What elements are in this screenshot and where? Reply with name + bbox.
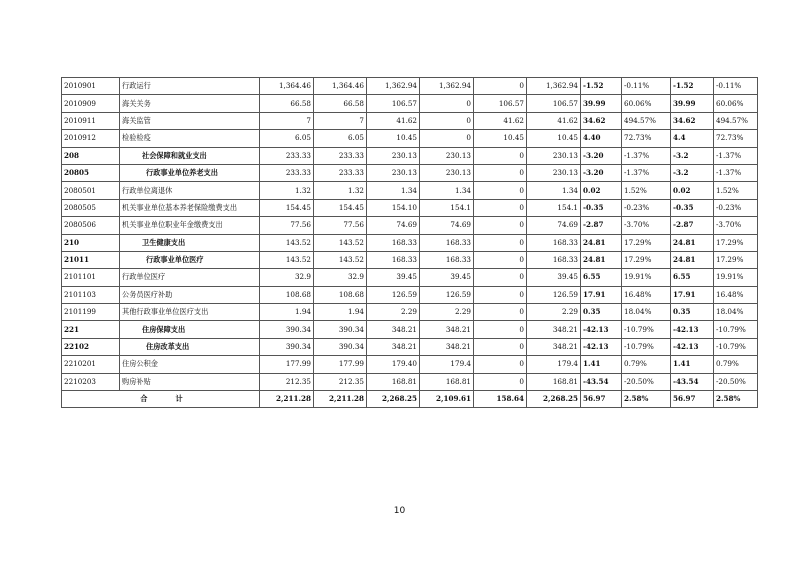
cell-value: 108.68	[260, 286, 314, 303]
table-row	[62, 234, 758, 251]
table-row	[62, 356, 758, 373]
row-code: 2101199	[62, 304, 120, 321]
total-cell: 2,268.25	[367, 391, 420, 408]
table-row	[62, 78, 758, 95]
cell-value: 212.35	[260, 373, 314, 390]
cell-percent: -3.70%	[714, 217, 758, 234]
cell-diff: -42.13	[671, 338, 714, 355]
cell-value: 6.05	[260, 130, 314, 147]
total-cell: 158.64	[474, 391, 527, 408]
cell-value: 74.69	[527, 217, 581, 234]
cell-value: 66.58	[260, 95, 314, 112]
cell-diff: 0.02	[581, 182, 622, 199]
cell-value: 230.13	[367, 164, 420, 181]
cell-value: 168.81	[367, 373, 420, 390]
cell-value: 154.45	[260, 199, 314, 216]
cell-diff: -3.2	[671, 147, 714, 164]
cell-value: 154.10	[367, 199, 420, 216]
cell-value: 2.29	[420, 304, 474, 321]
cell-value: 66.58	[314, 95, 367, 112]
cell-value: 39.45	[420, 269, 474, 286]
cell-value: 0	[420, 95, 474, 112]
cell-value: 0	[474, 304, 527, 321]
table-row	[62, 338, 758, 355]
cell-percent: 19.91%	[714, 269, 758, 286]
cell-percent: 17.29%	[714, 234, 758, 251]
cell-value: 77.56	[260, 217, 314, 234]
row-name: 行政运行	[120, 78, 260, 95]
cell-percent: -0.11%	[714, 78, 758, 95]
row-code: 22102	[62, 338, 120, 355]
cell-value: 233.33	[314, 164, 367, 181]
total-cell: 2,268.25	[527, 391, 581, 408]
row-name: 行政事业单位养老支出	[120, 164, 260, 181]
cell-diff: -42.13	[581, 338, 622, 355]
cell-value: 230.13	[367, 147, 420, 164]
table-row	[62, 321, 758, 338]
cell-value: 0	[474, 234, 527, 251]
cell-value: 0	[474, 164, 527, 181]
cell-diff: -2.87	[581, 217, 622, 234]
row-name: 购房补贴	[120, 373, 260, 390]
table-row	[62, 112, 758, 129]
row-code: 20805	[62, 164, 120, 181]
cell-value: 233.33	[260, 164, 314, 181]
row-code: 2080501	[62, 182, 120, 199]
cell-percent: 494.57%	[714, 112, 758, 129]
cell-value: 126.59	[420, 286, 474, 303]
cell-value: 0	[474, 78, 527, 95]
cell-value: 390.34	[260, 338, 314, 355]
cell-value: 179.40	[367, 356, 420, 373]
cell-percent: -0.11%	[622, 78, 671, 95]
cell-value: 348.21	[367, 338, 420, 355]
cell-diff: -2.87	[671, 217, 714, 234]
cell-percent: 19.91%	[622, 269, 671, 286]
cell-percent: -0.23%	[714, 199, 758, 216]
row-name: 行政单位医疗	[120, 269, 260, 286]
cell-diff: 17.91	[581, 286, 622, 303]
cell-value: 10.45	[527, 130, 581, 147]
cell-percent: 17.29%	[714, 251, 758, 268]
cell-percent: -1.37%	[714, 147, 758, 164]
cell-value: 10.45	[474, 130, 527, 147]
total-cell: 2,109.61	[420, 391, 474, 408]
cell-value: 168.33	[367, 251, 420, 268]
cell-diff: 24.81	[581, 234, 622, 251]
row-name: 海关关务	[120, 95, 260, 112]
cell-value: 41.62	[367, 112, 420, 129]
cell-value: 108.68	[314, 286, 367, 303]
cell-diff: -3.20	[581, 164, 622, 181]
cell-value: 233.33	[314, 147, 367, 164]
cell-percent: 0.79%	[714, 356, 758, 373]
row-name: 卫生健康支出	[120, 234, 260, 251]
cell-percent: -10.79%	[622, 321, 671, 338]
row-code: 2210201	[62, 356, 120, 373]
row-code: 208	[62, 147, 120, 164]
cell-value: 1.94	[260, 304, 314, 321]
cell-percent: -1.37%	[714, 164, 758, 181]
cell-percent: 72.73%	[714, 130, 758, 147]
cell-value: 1,362.94	[367, 78, 420, 95]
cell-value: 1.34	[527, 182, 581, 199]
total-cell: 56.97	[581, 391, 622, 408]
cell-value: 1.34	[420, 182, 474, 199]
table-row	[62, 269, 758, 286]
cell-percent: -0.23%	[622, 199, 671, 216]
cell-value: 10.45	[367, 130, 420, 147]
cell-diff: 34.62	[671, 112, 714, 129]
row-name: 行政事业单位医疗	[120, 251, 260, 268]
cell-value: 154.1	[527, 199, 581, 216]
cell-diff: 0.35	[671, 304, 714, 321]
cell-percent: 16.48%	[714, 286, 758, 303]
cell-diff: 1.41	[671, 356, 714, 373]
cell-value: 168.33	[527, 251, 581, 268]
cell-value: 233.33	[260, 147, 314, 164]
cell-percent: 1.52%	[714, 182, 758, 199]
cell-percent: 494.57%	[622, 112, 671, 129]
total-cell: 2.58%	[714, 391, 758, 408]
cell-diff: -43.54	[671, 373, 714, 390]
cell-diff: -0.35	[581, 199, 622, 216]
cell-value: 1.32	[260, 182, 314, 199]
table-row	[62, 304, 758, 321]
cell-value: 1,364.46	[314, 78, 367, 95]
cell-value: 168.33	[527, 234, 581, 251]
cell-value: 230.13	[527, 164, 581, 181]
cell-value: 1.94	[314, 304, 367, 321]
budget-table	[61, 77, 758, 408]
cell-value: 32.9	[260, 269, 314, 286]
cell-percent: -10.79%	[714, 338, 758, 355]
row-code: 21011	[62, 251, 120, 268]
total-cell: 2.58%	[622, 391, 671, 408]
cell-diff: -1.52	[581, 78, 622, 95]
row-code: 2210203	[62, 373, 120, 390]
cell-value: 41.62	[474, 112, 527, 129]
cell-percent: 72.73%	[622, 130, 671, 147]
cell-value: 1,362.94	[527, 78, 581, 95]
cell-value: 126.59	[527, 286, 581, 303]
cell-value: 230.13	[527, 147, 581, 164]
row-name: 其他行政事业单位医疗支出	[120, 304, 260, 321]
cell-value: 106.57	[527, 95, 581, 112]
row-code: 2101103	[62, 286, 120, 303]
cell-value: 154.45	[314, 199, 367, 216]
total-label: 合计	[62, 391, 260, 408]
cell-diff: -1.52	[671, 78, 714, 95]
cell-value: 126.59	[367, 286, 420, 303]
cell-value: 2.29	[367, 304, 420, 321]
cell-value: 1,364.46	[260, 78, 314, 95]
cell-value: 168.33	[420, 251, 474, 268]
total-cell: 2,211.28	[260, 391, 314, 408]
cell-percent: 17.29%	[622, 251, 671, 268]
table-row	[62, 95, 758, 112]
cell-value: 348.21	[420, 321, 474, 338]
cell-diff: 6.55	[671, 269, 714, 286]
cell-value: 106.57	[367, 95, 420, 112]
row-code: 210	[62, 234, 120, 251]
cell-percent: -1.37%	[622, 147, 671, 164]
cell-value: 177.99	[314, 356, 367, 373]
cell-value: 0	[474, 182, 527, 199]
cell-percent: 16.48%	[622, 286, 671, 303]
cell-value: 1,362.94	[420, 78, 474, 95]
row-code: 2080505	[62, 199, 120, 216]
row-name: 机关事业单位职业年金缴费支出	[120, 217, 260, 234]
cell-percent: 18.04%	[714, 304, 758, 321]
row-name: 检验检疫	[120, 130, 260, 147]
cell-value: 143.52	[260, 234, 314, 251]
cell-value: 168.81	[527, 373, 581, 390]
cell-value: 143.52	[314, 251, 367, 268]
cell-value: 179.4	[420, 356, 474, 373]
table-row	[62, 373, 758, 390]
total-row	[62, 391, 758, 408]
cell-value: 390.34	[260, 321, 314, 338]
total-cell: 2,211.28	[314, 391, 367, 408]
row-code: 2010911	[62, 112, 120, 129]
table-row	[62, 130, 758, 147]
cell-value: 41.62	[527, 112, 581, 129]
table-row	[62, 286, 758, 303]
cell-diff: 0.35	[581, 304, 622, 321]
cell-value: 39.45	[527, 269, 581, 286]
row-name: 机关事业单位基本养老保险缴费支出	[120, 199, 260, 216]
cell-diff: 39.99	[671, 95, 714, 112]
cell-diff: 1.41	[581, 356, 622, 373]
cell-diff: 24.81	[581, 251, 622, 268]
cell-value: 6.05	[314, 130, 367, 147]
row-name: 公务员医疗补助	[120, 286, 260, 303]
cell-value: 1.32	[314, 182, 367, 199]
cell-value: 390.34	[314, 321, 367, 338]
cell-value: 74.69	[420, 217, 474, 234]
cell-value: 348.21	[367, 321, 420, 338]
cell-value: 0	[474, 338, 527, 355]
cell-diff: 17.91	[671, 286, 714, 303]
cell-value: 212.35	[314, 373, 367, 390]
row-name: 住房公积金	[120, 356, 260, 373]
row-code: 2101101	[62, 269, 120, 286]
cell-value: 77.56	[314, 217, 367, 234]
cell-value: 39.45	[367, 269, 420, 286]
cell-percent: -10.79%	[622, 338, 671, 355]
cell-value: 1.34	[367, 182, 420, 199]
row-name: 海关监管	[120, 112, 260, 129]
cell-value: 0	[474, 199, 527, 216]
cell-diff: 39.99	[581, 95, 622, 112]
row-code: 2010912	[62, 130, 120, 147]
cell-percent: 0.79%	[622, 356, 671, 373]
row-code: 2010901	[62, 78, 120, 95]
cell-value: 0	[420, 130, 474, 147]
row-name: 行政单位离退休	[120, 182, 260, 199]
cell-value: 143.52	[260, 251, 314, 268]
table-row	[62, 251, 758, 268]
cell-value: 0	[474, 356, 527, 373]
row-name: 住房保障支出	[120, 321, 260, 338]
cell-value: 168.81	[420, 373, 474, 390]
table-body	[62, 78, 758, 408]
cell-value: 348.21	[420, 338, 474, 355]
page-number: 10	[393, 506, 406, 516]
cell-value: 106.57	[474, 95, 527, 112]
cell-value: 348.21	[527, 321, 581, 338]
row-name: 住房改革支出	[120, 338, 260, 355]
cell-diff: -42.13	[581, 321, 622, 338]
cell-value: 230.13	[420, 147, 474, 164]
table-row	[62, 147, 758, 164]
cell-percent: 60.06%	[622, 95, 671, 112]
row-code: 2080506	[62, 217, 120, 234]
cell-value: 154.1	[420, 199, 474, 216]
cell-percent: 60.06%	[714, 95, 758, 112]
cell-diff: -3.20	[581, 147, 622, 164]
cell-value: 0	[474, 217, 527, 234]
cell-value: 177.99	[260, 356, 314, 373]
cell-diff: -42.13	[671, 321, 714, 338]
cell-value: 0	[474, 147, 527, 164]
cell-value: 0	[474, 286, 527, 303]
cell-value: 0	[420, 112, 474, 129]
cell-value: 2.29	[527, 304, 581, 321]
row-code: 221	[62, 321, 120, 338]
cell-diff: -43.54	[581, 373, 622, 390]
cell-percent: 17.29%	[622, 234, 671, 251]
cell-percent: -10.79%	[714, 321, 758, 338]
table-row	[62, 182, 758, 199]
cell-value: 74.69	[367, 217, 420, 234]
cell-diff: 24.81	[671, 234, 714, 251]
row-code: 2010909	[62, 95, 120, 112]
cell-value: 143.52	[314, 234, 367, 251]
cell-value: 0	[474, 269, 527, 286]
cell-value: 230.13	[420, 164, 474, 181]
cell-percent: 18.04%	[622, 304, 671, 321]
cell-value: 0	[474, 321, 527, 338]
cell-value: 0	[474, 373, 527, 390]
cell-percent: -20.50%	[622, 373, 671, 390]
cell-value: 168.33	[420, 234, 474, 251]
cell-value: 348.21	[527, 338, 581, 355]
cell-percent: -3.70%	[622, 217, 671, 234]
cell-diff: 34.62	[581, 112, 622, 129]
cell-percent: 1.52%	[622, 182, 671, 199]
cell-value: 0	[474, 251, 527, 268]
row-name: 社会保障和就业支出	[120, 147, 260, 164]
cell-value: 179.4	[527, 356, 581, 373]
total-cell: 56.97	[671, 391, 714, 408]
cell-value: 390.34	[314, 338, 367, 355]
cell-diff: 4.40	[581, 130, 622, 147]
cell-diff: -3.2	[671, 164, 714, 181]
cell-value: 7	[260, 112, 314, 129]
table-row	[62, 164, 758, 181]
cell-value: 168.33	[367, 234, 420, 251]
cell-diff: 0.02	[671, 182, 714, 199]
cell-value: 32.9	[314, 269, 367, 286]
cell-percent: -20.50%	[714, 373, 758, 390]
cell-diff: 4.4	[671, 130, 714, 147]
cell-value: 7	[314, 112, 367, 129]
table-row	[62, 199, 758, 216]
cell-diff: 6.55	[581, 269, 622, 286]
table-row	[62, 217, 758, 234]
cell-percent: -1.37%	[622, 164, 671, 181]
cell-diff: -0.35	[671, 199, 714, 216]
cell-diff: 24.81	[671, 251, 714, 268]
